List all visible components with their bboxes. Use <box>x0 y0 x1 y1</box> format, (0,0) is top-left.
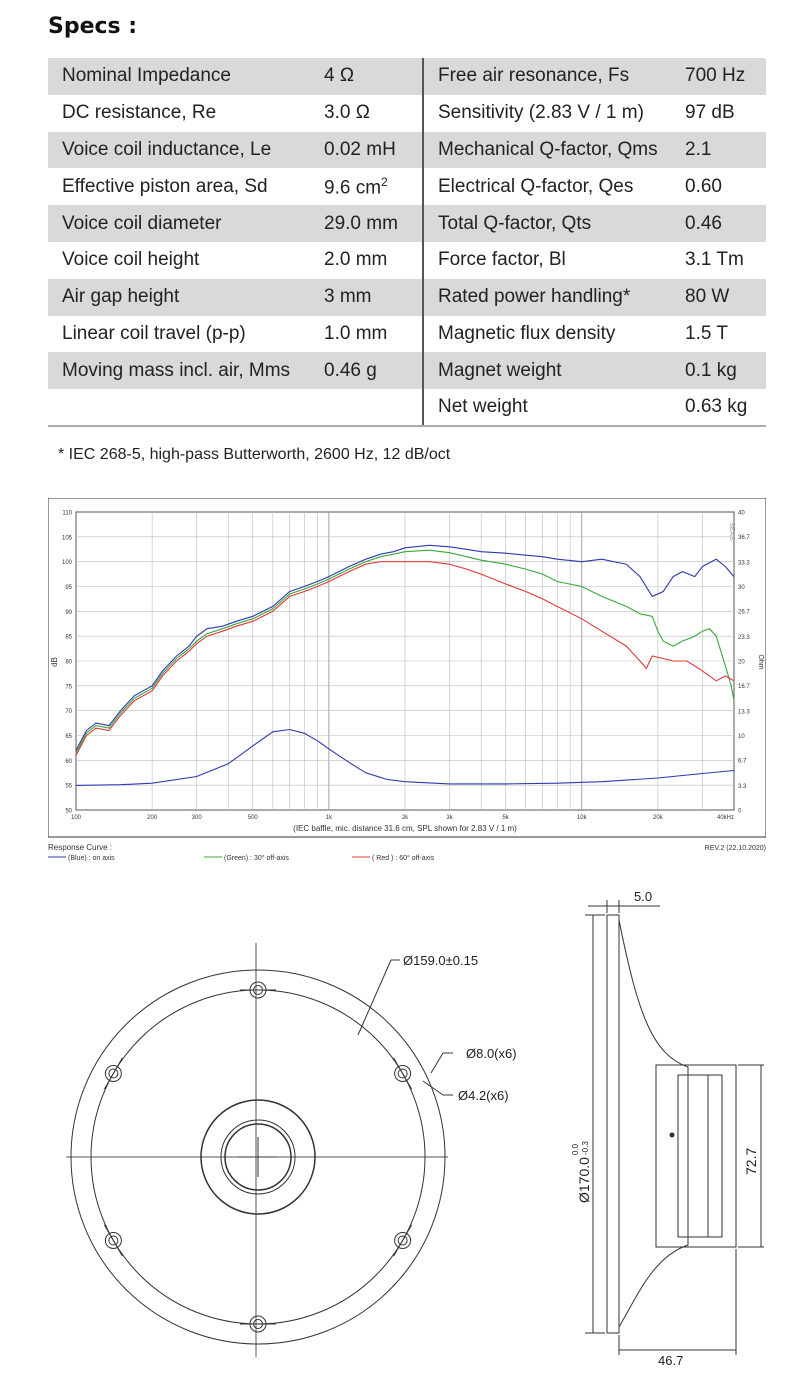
spec-value-text: 29.0 mm <box>324 212 398 234</box>
spec-value <box>312 279 423 316</box>
spec-value-text: 1.5 T <box>685 322 728 344</box>
dim-height: 72.7 <box>743 1147 759 1175</box>
spec-label <box>48 352 312 389</box>
spec-label <box>423 168 673 205</box>
y-tick-label: 85 <box>65 634 72 641</box>
spec-value-text: 4 Ω <box>324 65 355 87</box>
spec-label-text: Voice coil diameter <box>62 212 222 234</box>
spec-value <box>673 352 766 389</box>
spec-label <box>48 279 312 316</box>
x-tick-label: 3k <box>446 815 453 821</box>
technical-drawing <box>48 885 766 1365</box>
spec-label-text: Mechanical Q-factor, Qms <box>438 138 658 160</box>
y2-tick-label: 3.3 <box>738 783 747 790</box>
spec-label <box>48 389 312 426</box>
dim-flange-diameter: Ø170.0 <box>576 1157 592 1203</box>
spec-label-text: Voice coil inductance, Le <box>62 138 272 160</box>
spec-value-text: 0.46 g <box>324 359 377 381</box>
spec-value-text: 700 Hz <box>685 65 746 87</box>
dim-flange-thickness: 5.0 <box>634 889 653 904</box>
spec-value <box>673 95 766 132</box>
spec-label-text: Moving mass incl. air, Mms <box>62 359 291 381</box>
x-tick-label: 200 <box>147 815 158 821</box>
y-tick-label: 65 <box>65 734 72 740</box>
legend-label: (Blue) : on axis <box>68 855 115 862</box>
y2-tick-label: 10 <box>738 734 745 740</box>
spec-row <box>48 132 766 169</box>
y-tick-label: 55 <box>65 783 72 790</box>
y2-tick-label: 33.3 <box>738 560 750 567</box>
spec-row <box>48 205 766 242</box>
y2-tick-label: 40 <box>738 510 745 517</box>
spec-value <box>312 316 423 353</box>
spec-row <box>48 352 766 389</box>
y-tick-label: 105 <box>61 535 72 542</box>
legend-label: (Green) : 30° off-axis <box>224 855 289 862</box>
spec-unit-superscript: 2 <box>381 174 388 189</box>
spec-label-text: Free air resonance, Fs <box>438 65 630 87</box>
hole-cross <box>394 1225 412 1256</box>
y2-tick-label: 0 <box>738 808 742 815</box>
dim-flange-tol-lower: -0.3 <box>581 1141 590 1155</box>
chart-legend <box>48 854 435 862</box>
chart-legend-title: Response Curve : <box>48 843 113 852</box>
leader-holes-2 <box>423 1081 443 1095</box>
spec-label <box>423 279 673 316</box>
x-tick-label: 20k <box>653 815 663 821</box>
spec-value-text: 97 dB <box>685 102 735 124</box>
spec-row <box>48 95 766 132</box>
chart-ylabel-left: dB <box>50 657 59 667</box>
spec-label-text: Linear coil travel (p-p) <box>62 322 246 344</box>
spec-value-text: 9.6 cm <box>324 176 382 198</box>
hole-cross <box>394 1058 412 1089</box>
x-tick-label: 1k <box>325 815 333 821</box>
motor-dot <box>670 1133 674 1137</box>
spec-label-text: Air gap height <box>62 286 180 308</box>
spec-label-text: Magnet weight <box>438 359 562 381</box>
specs-title: Specs : <box>48 14 138 39</box>
dim-depth: 46.7 <box>658 1353 684 1365</box>
chart-xlabel: (IEC baffle, mic. distance 31.6 cm, SPL shown for 2.83 V / 1 m) <box>293 824 517 833</box>
spec-row <box>48 279 766 316</box>
y2-tick-label: 36.7 <box>738 535 750 542</box>
y2-tick-label: 23.3 <box>738 634 750 641</box>
chart-rev: REV.2 (22.10.2020) <box>704 845 766 852</box>
spec-value <box>673 242 766 279</box>
spec-label <box>48 95 312 132</box>
spec-value-text: 3 mm <box>324 286 372 308</box>
y-tick-label: 50 <box>65 808 72 815</box>
spec-label <box>48 316 312 353</box>
x-tick-label: 5k <box>502 815 509 821</box>
spec-value-text: 2.1 <box>685 138 712 160</box>
spec-value <box>673 58 766 95</box>
spec-row <box>48 389 766 426</box>
spec-label-text: Sensitivity (2.83 V / 1 m) <box>438 102 644 124</box>
y2-tick-label: 20 <box>738 659 745 666</box>
spec-label <box>423 316 673 353</box>
spec-value <box>673 316 766 353</box>
x-tick-label: 500 <box>247 815 258 821</box>
spec-row <box>48 316 766 353</box>
spec-value-text: 3.0 Ω <box>324 102 370 124</box>
spec-label-text: Total Q-factor, Qts <box>438 212 592 234</box>
spec-label-text: Effective piston area, Sd <box>62 175 268 197</box>
y2-tick-label: 6.7 <box>738 758 747 765</box>
spec-value-text: 0.63 kg <box>685 396 748 418</box>
y-tick-label: 70 <box>65 709 72 716</box>
spec-value-text: 1.0 mm <box>324 322 388 344</box>
spec-label <box>423 242 673 279</box>
y2-tick-label: 16.7 <box>738 684 750 691</box>
spec-label-text: Electrical Q-factor, Qes <box>438 175 634 197</box>
spec-label <box>423 58 673 95</box>
y2-tick-label: 26.7 <box>738 609 750 616</box>
spec-row <box>48 168 766 205</box>
spec-value <box>673 389 766 426</box>
spec-value <box>312 205 423 242</box>
spec-label-text: Rated power handling* <box>438 286 631 308</box>
spec-value <box>312 132 423 169</box>
x-tick-label: 2k <box>401 815 409 821</box>
spec-value-text: 2.0 mm <box>324 249 388 271</box>
spec-value-text: 0.1 kg <box>685 359 737 381</box>
spec-label-text: Voice coil height <box>62 249 200 271</box>
frequency-response-chart <box>48 498 766 870</box>
spec-value-text: 0.60 <box>685 175 722 197</box>
spec-value <box>673 132 766 169</box>
y-tick-label: 80 <box>65 659 72 666</box>
spec-label <box>48 168 312 205</box>
spec-label-text: Nominal Impedance <box>62 65 231 87</box>
spec-value <box>312 58 423 95</box>
specs-table <box>48 58 766 427</box>
spec-value <box>312 389 423 426</box>
hole-cross <box>104 1225 122 1256</box>
chart-watermark: SEAS <box>728 522 735 541</box>
dim-hole-small: Ø4.2(x6) <box>458 1088 509 1103</box>
spec-label-text: Force factor, Bl <box>438 249 566 271</box>
x-tick-label: 40kHz <box>716 815 734 821</box>
spec-value <box>673 205 766 242</box>
spec-label-text: Magnetic flux density <box>438 322 616 344</box>
y-tick-label: 110 <box>62 510 72 517</box>
spec-label-text: Net weight <box>438 396 528 418</box>
spec-label <box>423 132 673 169</box>
x-tick-label: 100 <box>70 815 82 821</box>
y-tick-label: 95 <box>65 585 72 591</box>
front-view <box>66 943 453 1357</box>
spec-value-text: 0.46 <box>685 212 722 234</box>
leader-holes-1 <box>431 1053 443 1073</box>
y-tick-label: 100 <box>61 560 72 567</box>
spec-label <box>423 389 673 426</box>
spec-label <box>48 205 312 242</box>
legend-label: ( Red ) : 60° off-axis <box>372 855 435 862</box>
specs-footnote: * IEC 268-5, high-pass Butterworth, 2600 Hz, 12 dB/oct <box>58 446 451 463</box>
x-tick-label: 10k <box>576 815 587 821</box>
spec-label <box>423 205 673 242</box>
y2-tick-label: 13.3 <box>738 709 750 716</box>
motor-body <box>656 1065 736 1247</box>
spec-value <box>312 242 423 279</box>
y-tick-label: 75 <box>65 684 72 691</box>
flange <box>607 915 619 1333</box>
dim-hole-large: Ø8.0(x6) <box>466 1046 517 1061</box>
spec-label <box>423 95 673 132</box>
spec-label <box>423 352 673 389</box>
x-tick-label: 300 <box>191 815 202 821</box>
hole-cross <box>104 1058 122 1089</box>
side-view <box>585 900 764 1355</box>
spec-label <box>48 58 312 95</box>
spec-value <box>312 352 423 389</box>
chart-ylabel-right: Ohm <box>757 654 764 670</box>
spec-row <box>48 58 766 95</box>
spec-value <box>673 168 766 205</box>
motor-inner <box>678 1075 722 1237</box>
spec-label-text: DC resistance, Re <box>62 102 217 124</box>
spec-value <box>673 279 766 316</box>
leader-outer <box>358 960 391 1035</box>
spec-row <box>48 242 766 279</box>
spec-value-text: 0.02 mH <box>324 138 396 160</box>
y-tick-label: 90 <box>65 609 72 616</box>
spec-label <box>48 132 312 169</box>
y2-tick-label: 30 <box>738 585 745 591</box>
spec-value-text: 80 W <box>685 286 730 308</box>
dim-outer-diameter: Ø159.0±0.15 <box>403 953 479 968</box>
spec-value <box>312 168 423 205</box>
spec-value <box>312 95 423 132</box>
y-tick-label: 60 <box>65 758 72 765</box>
spec-value-text: 3.1 Tm <box>685 249 744 271</box>
spec-label <box>48 242 312 279</box>
dim-flange-tol-upper: 0.0 <box>571 1143 580 1155</box>
